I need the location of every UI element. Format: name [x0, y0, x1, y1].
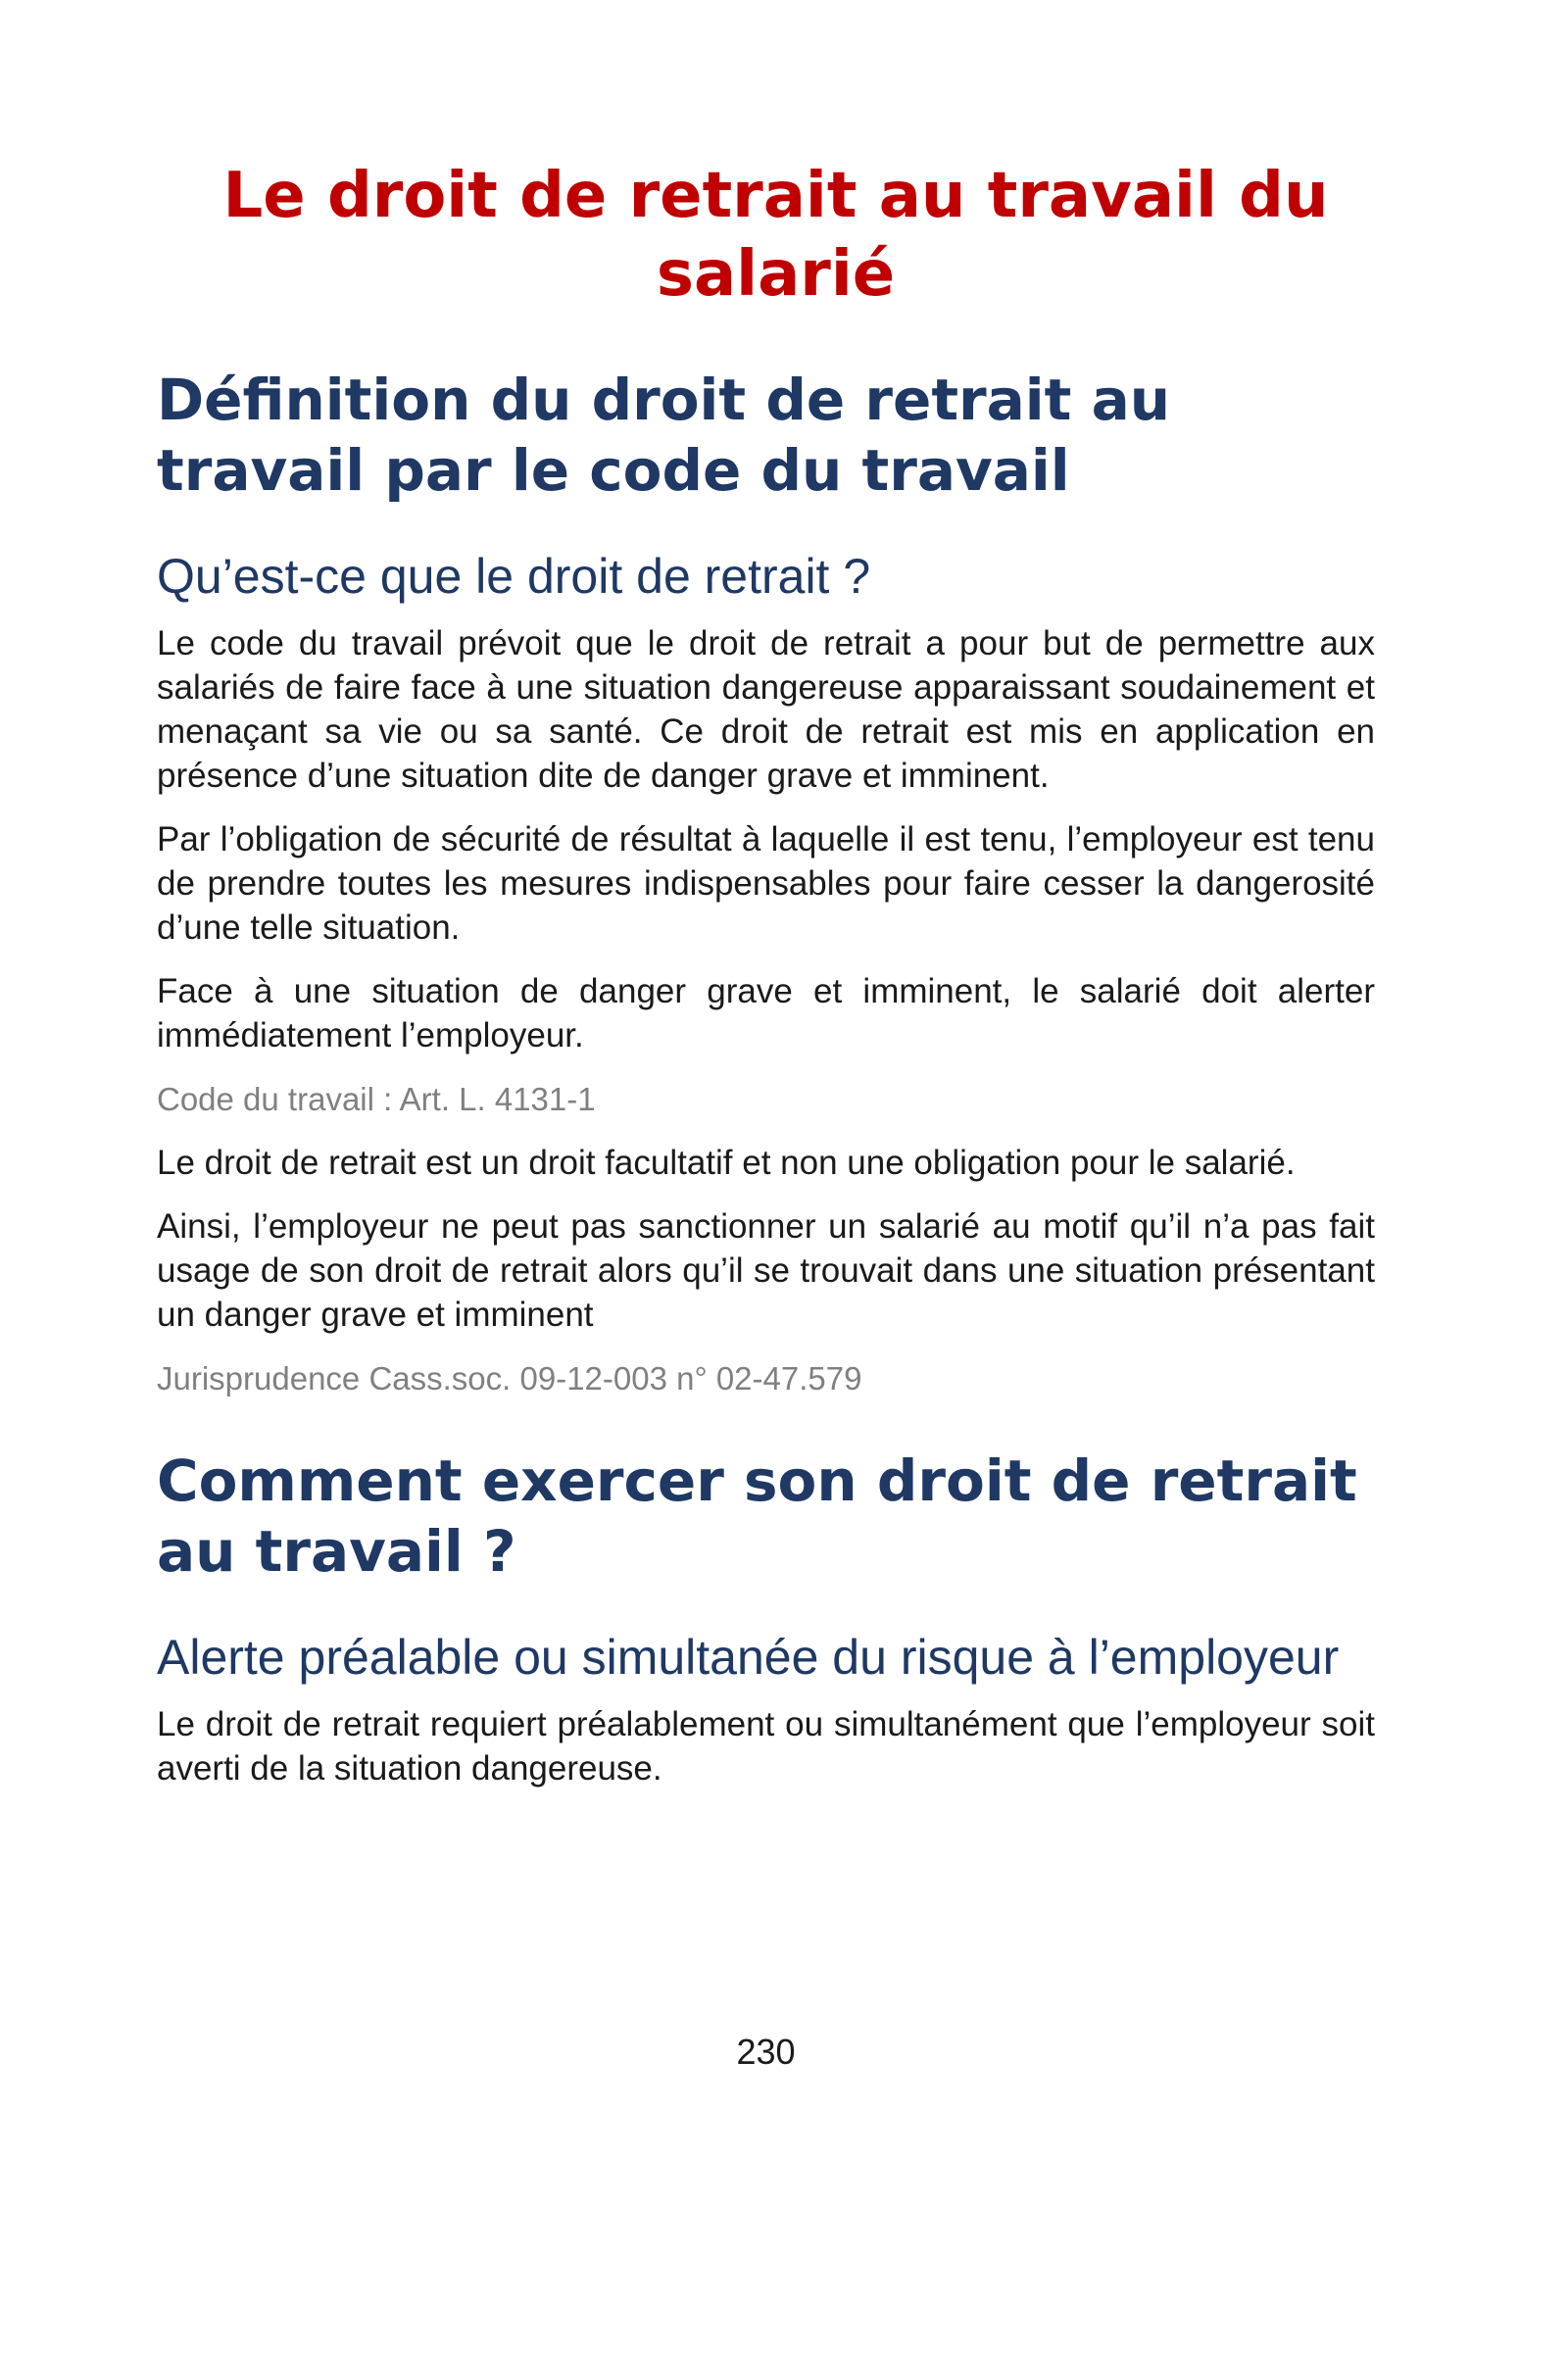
section-heading-definition: Définition du droit de retrait au travail par le code du travail — [157, 367, 1171, 504]
document-page — [157, 157, 1375, 1790]
reference-code-du-travail: Code du travail : Art. L. 4131-1 — [157, 1081, 596, 1117]
paragraph-obligation: Par l’obligation de sécurité de résultat à laquelle il est tenu, l’employeur est tenu de prendre toutes les mesures indispensables pour faire cesser la dangerosité d’une telle situation. — [157, 820, 1375, 947]
paragraph-definition: Le code du travail prévoit que le droit de retrait a pour but de permettre aux salariés de faire face à une situation dangereuse apparaissant soudainement et menaçant sa vie ou sa santé. Ce droit de retrait est mis en application en présence d’une situation dite de danger grave et imminent. — [157, 624, 1375, 795]
subheading-alerte-prealable: Alerte préalable ou simultanée du risque à l’employeur — [157, 1630, 1340, 1685]
section-heading-comment-exercer: Comment exercer son droit de retrait au travail ? — [157, 1447, 1357, 1585]
paragraph-facultatif: Le droit de retrait est un droit facultatif et non une obligation pour le salarié. — [157, 1144, 1296, 1182]
paragraph-sanction: Ainsi, l’employeur ne peut pas sanctionner un salarié au motif qu’il n’a pas fait usage de son droit de retrait alors qu’il se trouvait dans une situation présentant un danger grave et imminent — [157, 1207, 1375, 1334]
paragraph-alert: Face à une situation de danger grave et imminent, le salarié doit alerter immédiatement l’employeur. — [157, 972, 1375, 1054]
reference-jurisprudence: Jurisprudence Cass.soc. 09-12-003 n° 02-47.579 — [157, 1360, 862, 1397]
paragraph-requiert: Le droit de retrait requiert préalablement ou simultanément que l’employeur soit averti de la situation dangereuse. — [157, 1705, 1375, 1788]
subheading-what-is: Qu’est-ce que le droit de retrait ? — [157, 549, 871, 604]
page-number: 230 — [736, 2032, 796, 2072]
document-title: Le droit de retrait au travail du salarié — [222, 160, 1329, 311]
